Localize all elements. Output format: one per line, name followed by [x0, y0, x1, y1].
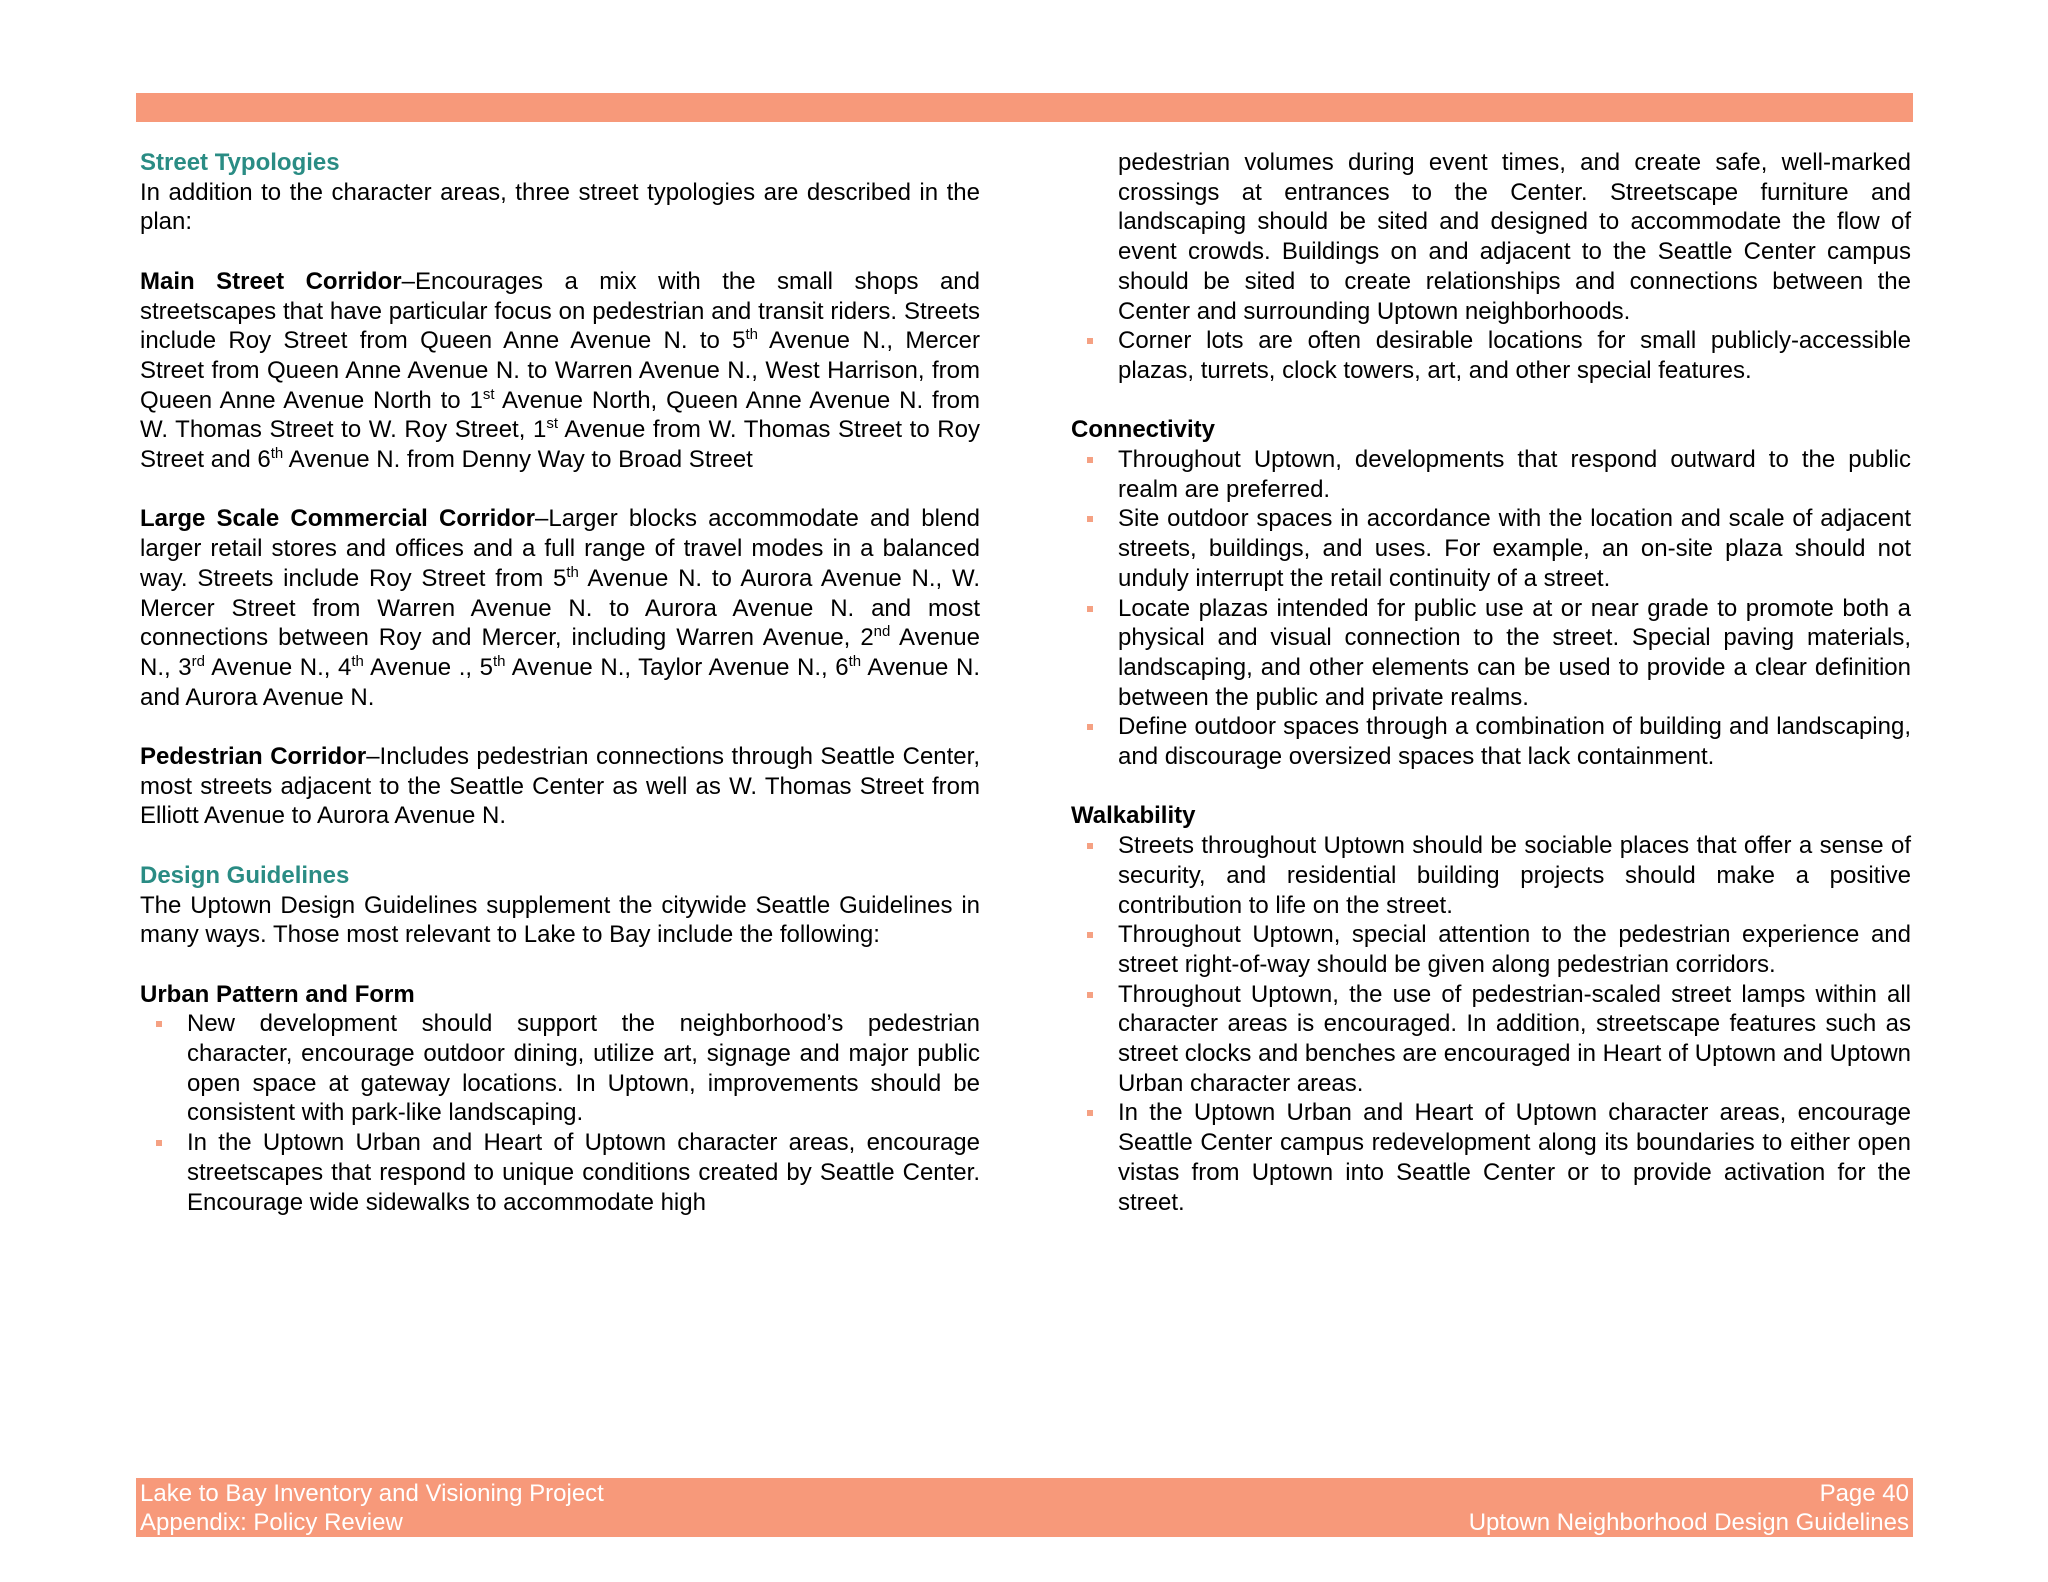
- list-item: Locate plazas intended for public use at or near grade to promote both a physical and visual connection to the street. Special paving materials, landscaping, and other elements can be used to provide a clear definition between the public and private realms.: [1071, 594, 1911, 713]
- large-scale-corridor-label: Large Scale Commercial Corridor: [140, 505, 536, 533]
- pedestrian-corridor-paragraph: Pedestrian Corridor–Includes pedestrian connections through Seattle Center, most streets adjacent to the Seattle Center as well as W. Thomas Street from Elliott Avenue to Aurora Avenue N.: [140, 743, 980, 830]
- footer-section-title: Uptown Neighborhood Design Guidelines: [1468, 1509, 1909, 1536]
- list-item: New development should support the neighborhood’s pedestrian character, encourage outdoor dining, utilize art, signage and major public open space at gateway locations. In Uptown, improvements should be consistent with park-like landscaping.: [140, 1009, 980, 1128]
- bullet-continuation: pedestrian volumes during event times, and create safe, well-marked crossings at entrances to the Center. Streetscape furniture and landscaping should be sited and designed to accommodate the flow of event crowds. Buildings on and adjacent to the Seattle Center campus should be sited to create relationships and connections between the Center and surrounding Uptown neighborhoods.: [1118, 149, 1911, 325]
- pedestrian-corridor-label: Pedestrian Corridor: [140, 743, 367, 771]
- design-guidelines-heading: Design Guidelines: [140, 861, 350, 889]
- list-item: Throughout Uptown, special attention to the pedestrian experience and street right-of-way should be given along pedestrian corridors.: [1071, 920, 1911, 979]
- large-scale-corridor-paragraph: Large Scale Commercial Corridor–Larger blocks accommodate and blend larger retail stores and offices and a full range of travel modes in a balanced way. Streets include Roy Street from 5th Avenue N. to Aurora Avenue N., W. Mercer Street from Warren Avenue N. to Aurora Avenue N. and most connections between Roy and Mercer, including Warren Avenue, 2nd Avenue N., 3rd Avenue N., 4th Avenue ., 5th Avenue N., Taylor Avenue N., 6th Avenue N. and Aurora Avenue N.: [140, 505, 980, 711]
- list-item: Site outdoor spaces in accordance with the location and scale of adjacent streets, buildings, and uses. For example, an on-site plaza should not unduly interrupt the retail continuity of a street.: [1071, 504, 1911, 593]
- street-typologies-heading: Street Typologies: [140, 149, 340, 176]
- footer-appendix-label: Appendix: Policy Review: [140, 1509, 403, 1536]
- street-typologies-intro: In addition to the character areas, three street typologies are described in the plan:: [140, 178, 980, 236]
- connectivity-list: [1071, 445, 1911, 772]
- walkability-list: [1071, 831, 1911, 1217]
- urban-pattern-list-continued: [1071, 326, 1911, 385]
- design-guidelines-intro: The Uptown Design Guidelines supplement the citywide Seattle Guidelines in many ways. Those most relevant to Lake to Bay include the following:: [140, 891, 980, 949]
- header-accent-bar: [136, 93, 1913, 122]
- connectivity-heading: Connectivity: [1071, 416, 1216, 444]
- footer-bar: [136, 1478, 1913, 1537]
- list-item: In the Uptown Urban and Heart of Uptown character areas, encourage streetscapes that respond to unique conditions created by Seattle Center. Encourage wide sidewalks to accommodate high: [140, 1128, 980, 1217]
- main-street-corridor-paragraph: Main Street Corridor–Encourages a mix with the small shops and streetscapes that have particular focus on pedestrian and transit riders. Streets include Roy Street from Queen Anne Avenue N. to 5th Avenue N., Mercer Street from Queen Anne Avenue N. to Warren Avenue N., West Harrison, from Queen Anne Avenue North to 1st Avenue North, Queen Anne Avenue N. from W. Thomas Street to W. Roy Street, 1st Avenue from W. Thomas Street to Roy Street and 6th Avenue N. from Denny Way to Broad Street: [140, 267, 981, 474]
- footer-project-title: Lake to Bay Inventory and Visioning Project: [140, 1480, 604, 1507]
- left-column: [140, 148, 980, 1217]
- main-street-corridor-label: Main Street Corridor: [140, 267, 402, 295]
- footer-page-number: Page 40: [1819, 1480, 1909, 1507]
- list-item: Streets throughout Uptown should be sociable places that offer a sense of security, and residential building projects should make a positive contribution to life on the street.: [1071, 831, 1911, 920]
- walkability-heading: Walkability: [1071, 802, 1196, 830]
- list-item: Corner lots are often desirable locations for small publicly-accessible plazas, turrets, clock towers, art, and other special features.: [1071, 326, 1911, 385]
- list-item: In the Uptown Urban and Heart of Uptown character areas, encourage Seattle Center campus redevelopment along its boundaries to either open vistas from Uptown into Seattle Center or to provide activation for the street.: [1071, 1098, 1911, 1217]
- list-item: Throughout Uptown, the use of pedestrian-scaled street lamps within all character areas is encouraged. In addition, streetscape features such as street clocks and benches are encouraged in Heart of Uptown and Uptown Urban character areas.: [1071, 980, 1911, 1099]
- list-item: Define outdoor spaces through a combination of building and landscaping, and discourage oversized spaces that lack containment.: [1071, 712, 1911, 771]
- urban-pattern-list: [140, 1009, 980, 1217]
- list-item: Throughout Uptown, developments that respond outward to the public realm are preferred.: [1071, 445, 1911, 504]
- right-column: [1071, 148, 1911, 1217]
- urban-pattern-heading: Urban Pattern and Form: [140, 980, 415, 1008]
